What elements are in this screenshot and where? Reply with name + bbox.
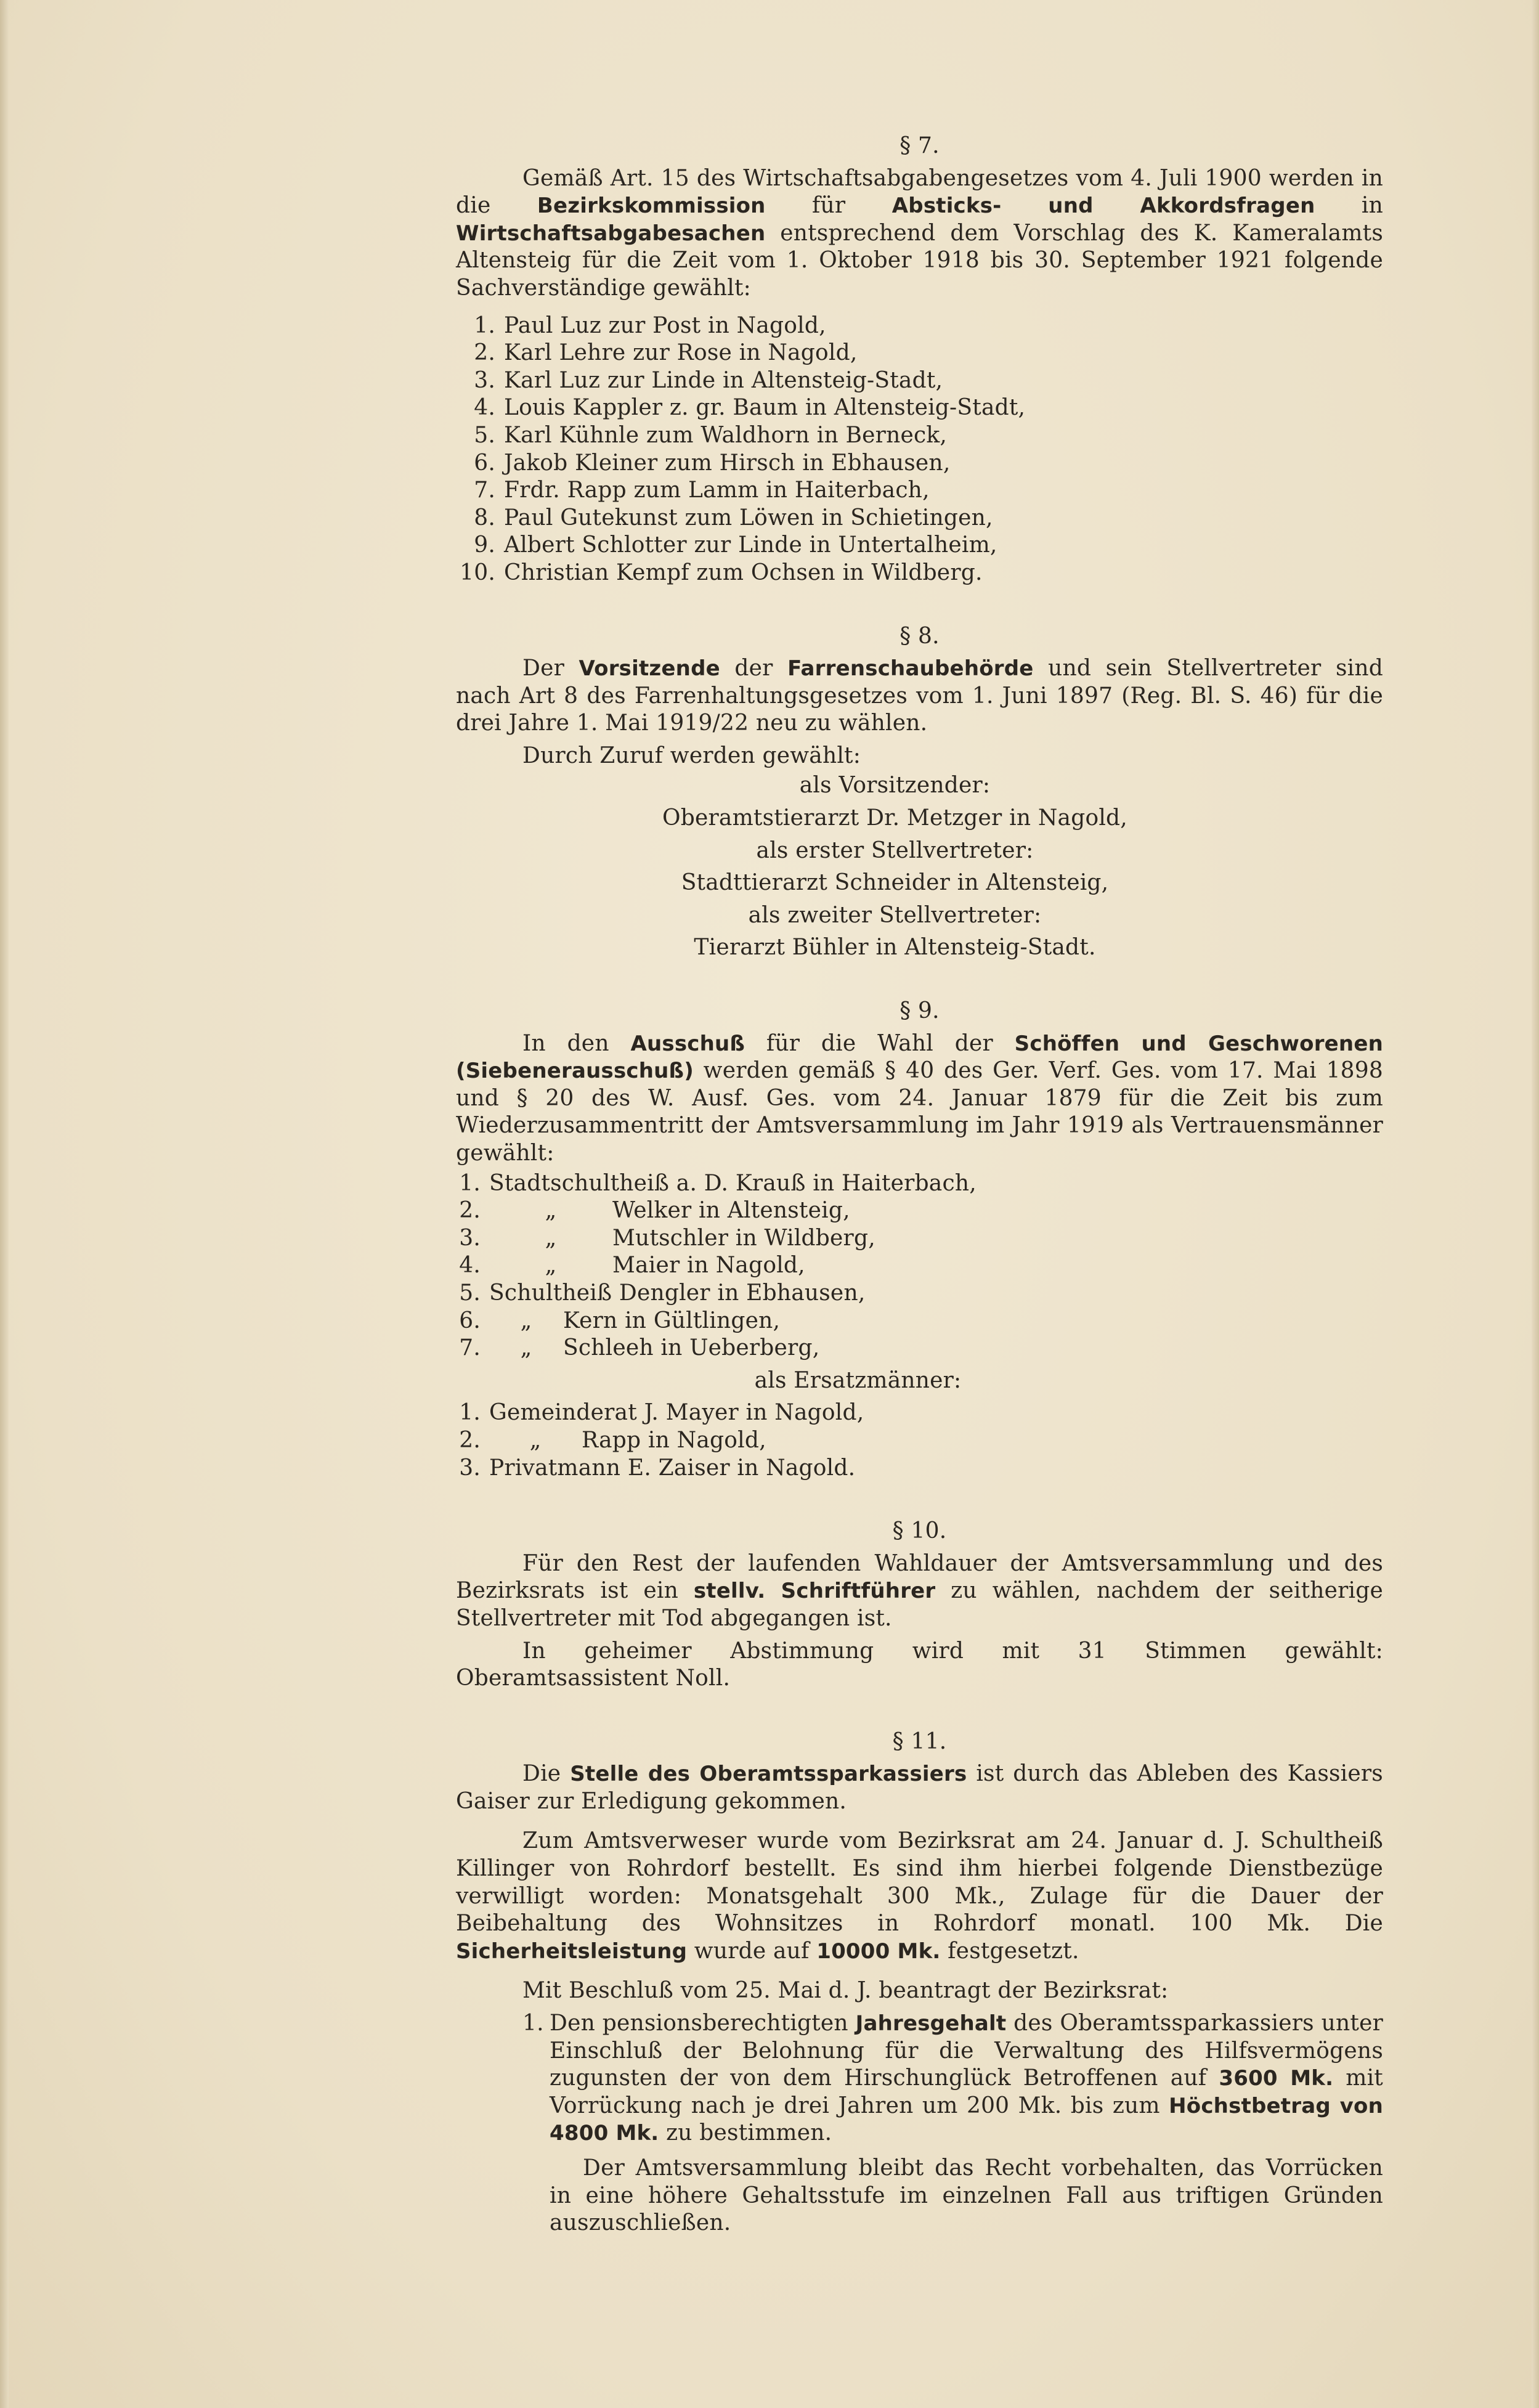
list-item: 6. Jakob Kleiner zum Hirsch in Ebhausen, xyxy=(474,450,951,476)
section-9-paragraph: In den Ausschuß für die Wahl der Schöffen und Geschworenen (Siebenerausschuß) werden gemäß § 40 des Ger. Verf. Ges. vom 17. Mai 1898 und § 20 des W. Ausf. Ges. vom 24. Januar 1879 für die Zeit bis zum Wiederzusammentritt der Amtsversammlung im Jahr 1919 als Vertrauensmänner gewählt: xyxy=(456,1030,1384,1166)
list-item: 3. Privatmann E. Zaiser in Nagold. xyxy=(459,1455,856,1481)
section-8-elected: als Vorsitzender: Oberamtstierarzt Dr. Metzger in Nagold, als erster Stellvertreter: Stadttierarzt Schneider in Altensteig, als zweiter Stellvertreter: Tierarzt Bühler in Altensteig-Stadt. xyxy=(662,773,1127,961)
list-item: 1. Gemeinderat J. Mayer in Nagold, xyxy=(459,1400,864,1426)
section-8-paragraph: Der Vorsitzende der Farrenschaubehörde und sein Stellvertreter sind nach Art 8 des Farrenhaltungsgesetzes vom 1. Juni 1897 (Reg. Bl. S. 46) für die drei Jahre 1. Mai 1919/22 neu zu wählen. xyxy=(456,656,1383,736)
section-9-ersatz-label: als Ersatzmänner: xyxy=(754,1367,962,1393)
list-item: 7. „ Schleeh in Ueberberg, xyxy=(459,1335,820,1361)
section-10-paragraph-2: In geheimer Abstimmung wird mit 31 Stimmen gewählt: Oberamtsassistent Noll. xyxy=(456,1638,1383,1691)
list-item: 8. Paul Gutekunst zum Löwen in Schietingen, xyxy=(474,505,993,531)
list-item: 3. Karl Luz zur Linde in Altensteig-Stadt, xyxy=(474,367,943,393)
list-item: 4. „ Maier in Nagold, xyxy=(459,1253,805,1279)
list-item: 2. „ Rapp in Nagold, xyxy=(459,1427,766,1453)
list-item: 3. „ Mutschler in Wildberg, xyxy=(459,1225,875,1251)
section-11-paragraph: Die Stelle des Oberamtssparkassiers ist durch das Ableben des Kassiers Gaiser zur Erledigung gekommen. xyxy=(456,1761,1383,1814)
page-edge-left xyxy=(0,0,9,2408)
page-edge-right xyxy=(1532,0,1539,2408)
list-item: 2. „ Welker in Altensteig, xyxy=(459,1198,850,1224)
section-11-motion xyxy=(522,2010,1383,2237)
list-item: 5. Karl Kühnle zum Waldhorn in Berneck, xyxy=(474,422,947,448)
section-7-list xyxy=(456,312,1383,587)
list-item: 1. Paul Luz zur Post in Nagold, xyxy=(474,312,826,338)
list-item: 7. Frdr. Rapp zum Lamm in Haiterbach, xyxy=(474,478,930,503)
section-11-paragraph-4: Der Amtsversammlung bleibt das Recht vorbehalten, das Vorrücken in eine höhere Gehaltsstufe im einzelnen Fall aus triftigen Gründen auszuschließen. xyxy=(550,2155,1383,2236)
list-item: 4. Louis Kappler z. gr. Baum in Altensteig-Stadt, xyxy=(474,395,1026,421)
list-item: 6. „ Kern in Gültlingen, xyxy=(459,1308,781,1333)
list-item: 1. Stadtschultheiß a. D. Krauß in Haiterbach, xyxy=(459,1170,977,1196)
section-11-paragraph-3: Mit Beschluß vom 25. Mai d. J. beantragt der Bezirksrat: xyxy=(522,1978,1169,2004)
section-8-heading: § 8. xyxy=(899,623,940,649)
section-10-heading: § 10. xyxy=(892,1518,947,1544)
list-item: 5. Schultheiß Dengler in Ebhausen, xyxy=(459,1280,866,1306)
section-11-heading: § 11. xyxy=(892,1728,947,1754)
section-8-paragraph-2: Durch Zuruf werden gewählt: xyxy=(522,742,861,768)
section-11-paragraph-2: Zum Amtsverweser wurde vom Bezirksrat am 24. Januar d. J. Schultheiß Killinger von Rohrdorf bestellt. Es sind ihm hierbei folgende Dienstbezüge verwilligt worden: Monatsgehalt 300 Mk., Zulage für die Dauer der Beibehaltung des Wohnsitzes in Rohrdorf monatl. 100 Mk. Die Sicherheitsleistung wurde auf 10000 Mk. festgesetzt. xyxy=(456,1828,1383,1964)
section-9-list xyxy=(456,1170,1383,1362)
list-item: 2. Karl Lehre zur Rose in Nagold, xyxy=(474,340,858,366)
section-7-heading: § 7. xyxy=(899,133,940,158)
section-9-ersatz-list xyxy=(456,1399,1383,1482)
list-item: 1. Den pensionsberechtigten Jahresgehalt des Oberamtssparkassiers unter Einschluß der Belohnung für die Verwaltung des Hilfsvermögens zugunsten der von dem Hirschunglück Betroffenen auf 3600 Mk. mit Vorrückung nach je drei Jahren um 200 Mk. bis zum Höchstbetrag von 4800 Mk. zu bestimmen. xyxy=(522,2011,1383,2146)
list-item: 10. Christian Kempf zum Ochsen in Wildberg. xyxy=(460,559,983,585)
section-10-paragraph: Für den Rest der laufenden Wahldauer der Amtsversammlung und des Bezirksrats ist ein stellv. Schriftführer zu wählen, nachdem der seitherige Stellvertreter mit Tod abgegangen ist. xyxy=(456,1550,1383,1631)
document-body xyxy=(456,132,1383,2237)
section-9-heading: § 9. xyxy=(899,998,940,1024)
section-7-paragraph: Gemäß Art. 15 des Wirtschaftsabgabengesetzes vom 4. Juli 1900 werden in die Bezirkskommission für Absticks- und Akkordsfragen in Wirtschaftsabgabesachen entsprechend dem Vorschlag des K. Kameralamts Altensteig für die Zeit vom 1. Oktober 1918 bis 30. September 1921 folgende Sachverständige gewählt: xyxy=(456,165,1384,301)
list-item: 9. Albert Schlotter zur Linde in Untertalheim, xyxy=(474,532,997,558)
